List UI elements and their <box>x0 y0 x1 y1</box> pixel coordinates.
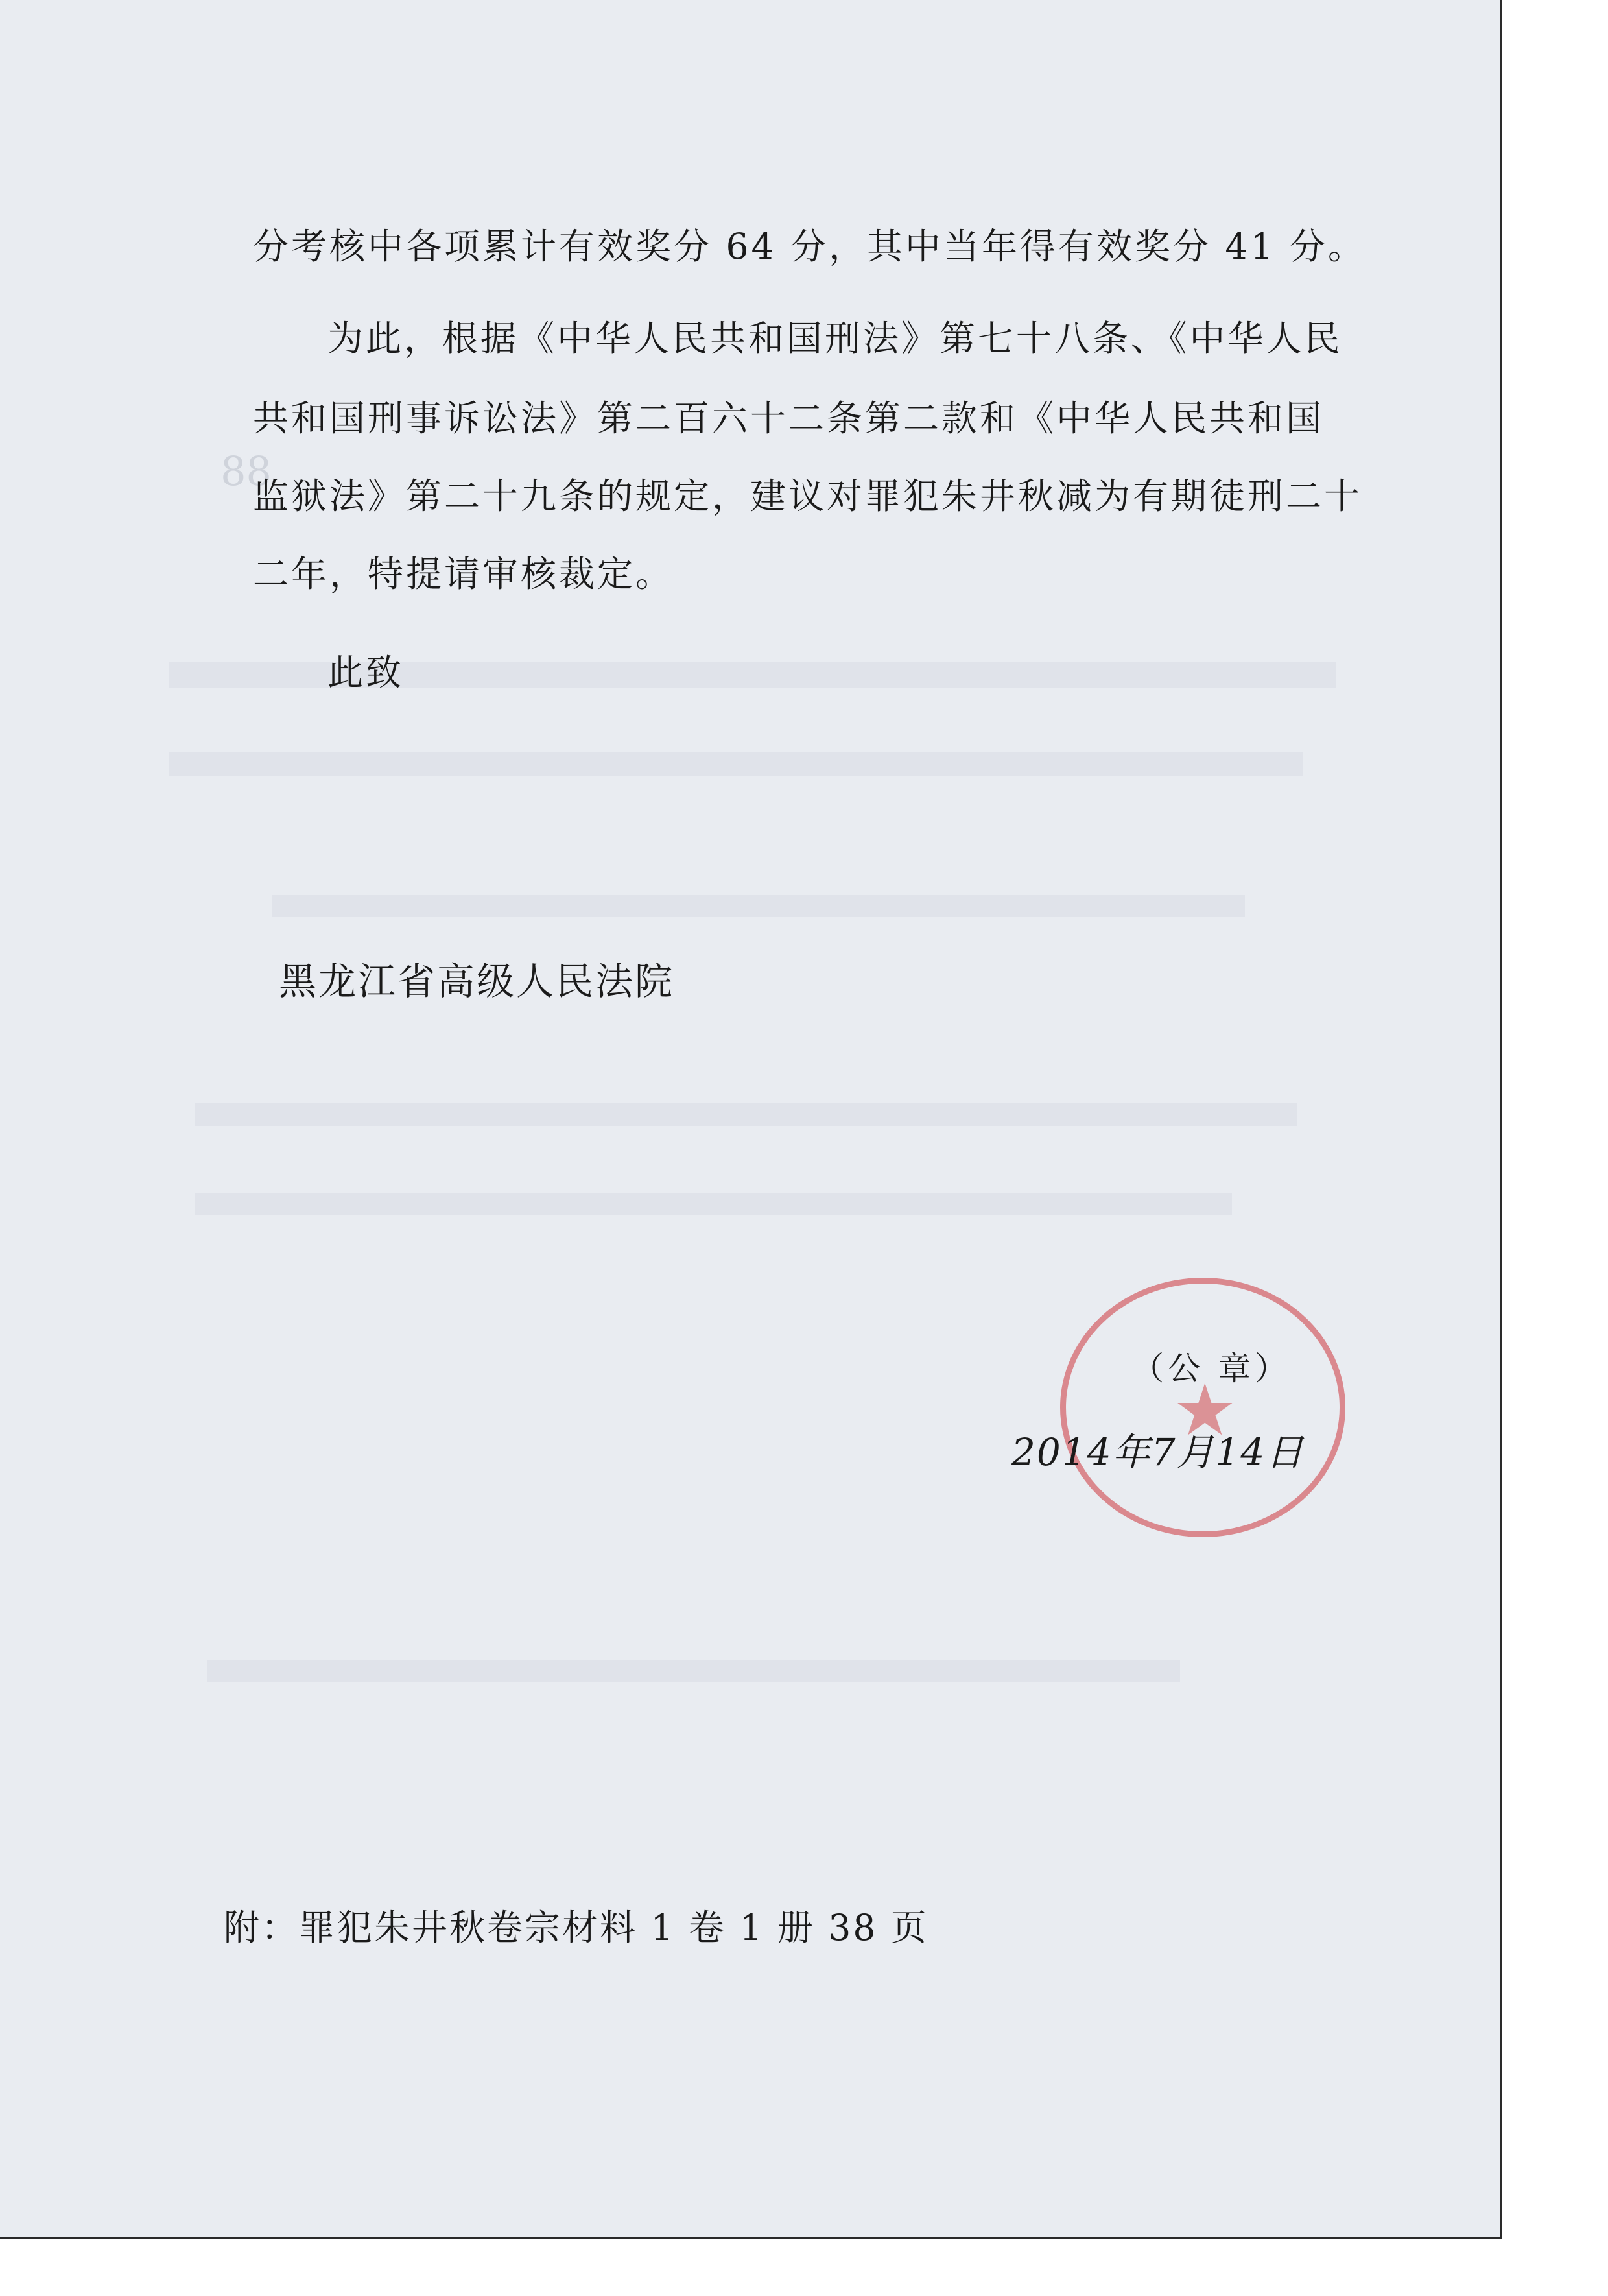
official-seal <box>1060 1278 1345 1537</box>
show-through-block <box>207 1660 1180 1682</box>
body-line-3: 共和国刑事诉讼法》第二百六十二条第二款和《中华人民共和国 <box>253 398 1325 439</box>
attachment-note: 附：罪犯朱井秋卷宗材料 1 卷 1 册 38 页 <box>224 1907 928 1948</box>
body-line-4: 监狱法》第二十九条的规定，建议对罪犯朱井秋减为有期徒刑二十 <box>253 475 1363 517</box>
show-through-block <box>195 1103 1297 1126</box>
show-through-block <box>195 1193 1232 1215</box>
body-line-5: 二年，特提请审核裁定。 <box>253 553 674 595</box>
show-through-number: 88 <box>220 448 272 495</box>
seal-star-icon: ★ <box>1173 1369 1237 1452</box>
recipient-court: 黑龙江省高级人民法院 <box>279 959 675 1003</box>
body-line-2: 为此，根据《中华人民共和国刑法》第七十八条、《中华人民 <box>327 318 1343 359</box>
seal-caption: （公 章） <box>1131 1350 1291 1387</box>
show-through-block <box>272 895 1245 917</box>
show-through-block <box>169 752 1303 776</box>
body-line-1: 分考核中各项累计有效奖分 64 分，其中当年得有效奖分 41 分。 <box>253 226 1366 267</box>
handwritten-date: 2014年7月14日 <box>1011 1430 1305 1474</box>
closing-salutation: 此致 <box>327 652 405 693</box>
